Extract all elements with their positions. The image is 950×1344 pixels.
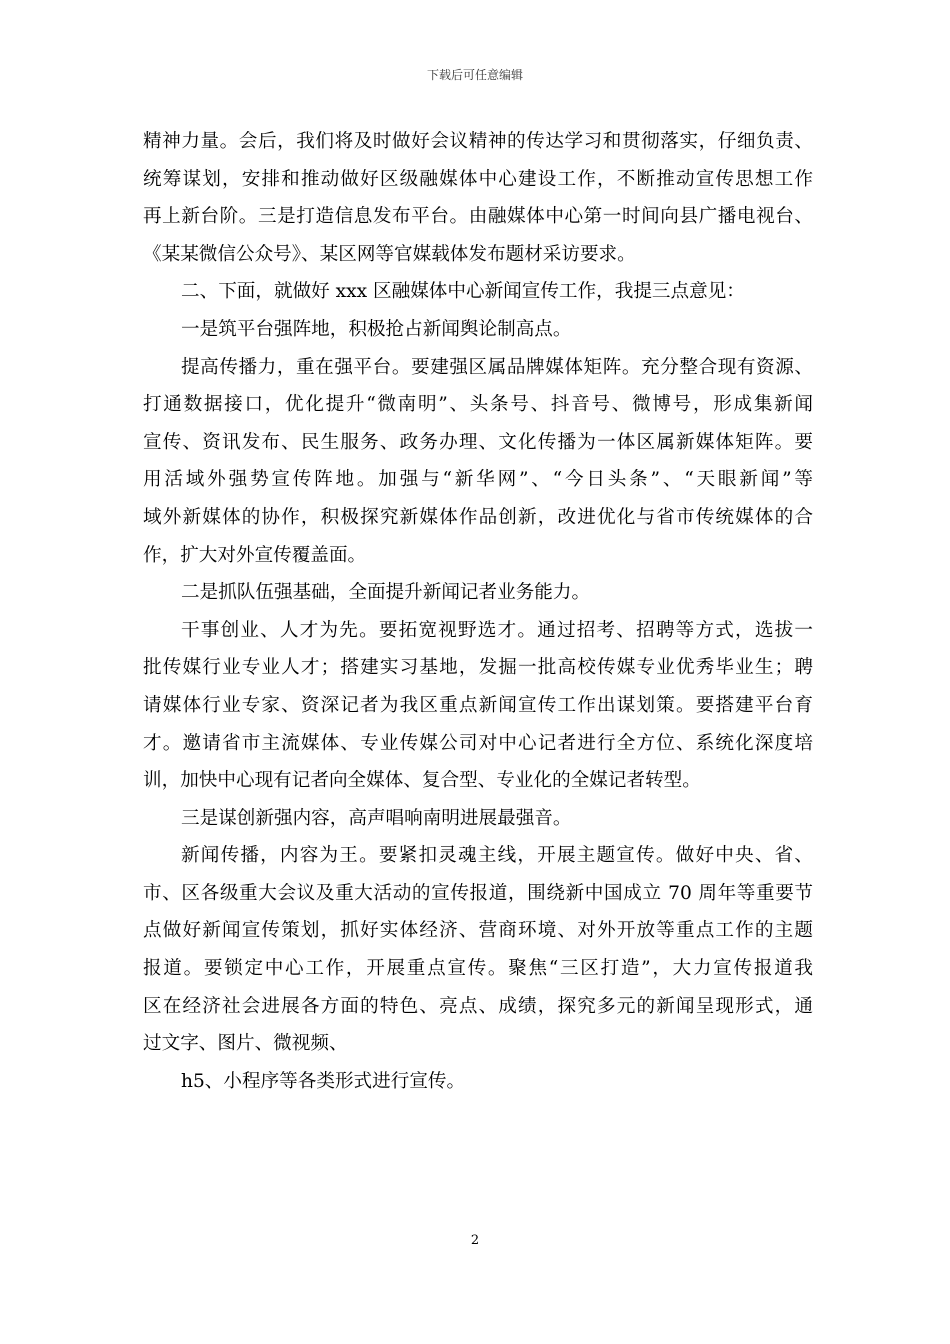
text-line: 再上新台阶。三是打造信息发布平台。由融媒体中心第一时间向县广播电视台、 [143,206,813,228]
text-line: 干事创业、人才为先。要拓宽视野选才。通过招考、招聘等方式，选拔一 [181,619,813,641]
paragraph [143,1063,813,1101]
paragraph [143,273,813,311]
paragraph [143,123,813,273]
header-text: 下载后可任意编辑 [426,68,523,82]
paragraph [143,800,813,838]
text-line: 打通数据接口，优化提升“微南明”、头条号、抖音号、微博号，形成集新闻 [143,394,813,416]
text-line: 作，扩大对外宣传覆盖面。 [143,544,367,566]
paragraph [143,574,813,612]
paragraph [143,837,813,1063]
text-line: 点做好新闻宣传策划，抓好实体经济、营商环境、对外开放等重点工作的主题 [143,920,813,942]
text-line: h5、小程序等各类形式进行宣传。 [181,1070,466,1092]
document-body [143,123,813,1100]
text-line: 一是筑平台强阵地，积极抢占新闻舆论制高点。 [181,318,572,340]
text-line: 才。邀请省市主流媒体、专业传媒公司对中心记者进行全方位、系统化深度培 [143,732,813,754]
text-line: 批传媒行业专业人才；搭建实习基地，发掘一批高校传媒专业优秀毕业生；聘 [143,657,813,679]
page-header [0,68,950,82]
text-line: 提高传播力，重在强平台。要建强区属品牌媒体矩阵。充分整合现有资源、 [181,356,813,378]
text-line: 三是谋创新强内容，高声唱响南明进展最强音。 [181,807,572,829]
text-line: 区在经济社会进展各方面的特色、亮点、成绩，探究多元的新闻呈现形式，通 [143,995,813,1017]
paragraph [143,349,813,575]
text-line: 统筹谋划，安排和推动做好区级融媒体中心建设工作，不断推动宣传思想工作 [143,168,813,190]
text-line: 用活域外强势宣传阵地。加强与“新华网”、“今日头条”、“天眼新闻”等 [143,469,813,491]
text-line: 训，加快中心现有记者向全媒体、复合型、专业化的全媒记者转型。 [143,770,701,792]
page-number: 2 [470,1233,480,1248]
text-line: 宣传、资讯发布、民生服务、政务办理、文化传播为一体区属新媒体矩阵。要 [143,431,813,453]
text-line: 请媒体行业专家、资深记者为我区重点新闻宣传工作出谋划策。要搭建平台育 [143,694,813,716]
text-line: 报道。要锁定中心工作，开展重点宣传。聚焦“三区打造”，大力宣传报道我 [143,958,813,980]
paragraph [143,612,813,800]
text-line: 市、区各级重大会议及重大活动的宣传报道，围绕新中国成立 70 周年等重要节 [143,882,813,904]
text-line: 域外新媒体的协作，积极探究新媒体作品创新，改进优化与省市传统媒体的合 [143,506,813,528]
text-line: 《某某微信公众号》、某区网等官媒载体发布题材采访要求。 [143,243,636,265]
text-line: 二是抓队伍强基础，全面提升新闻记者业务能力。 [181,582,591,604]
text-line: 过文字、图片、微视频、 [143,1033,348,1055]
paragraph [143,311,813,349]
text-line: 新闻传播，内容为王。要紧扣灵魂主线，开展主题宣传。做好中央、省、 [181,845,813,867]
text-line: 二、下面，就做好 xxx 区融媒体中心新闻宣传工作，我提三点意见： [181,281,745,303]
text-line: 精神力量。会后，我们将及时做好会议精神的传达学习和贯彻落实，仔细负责、 [143,131,813,152]
